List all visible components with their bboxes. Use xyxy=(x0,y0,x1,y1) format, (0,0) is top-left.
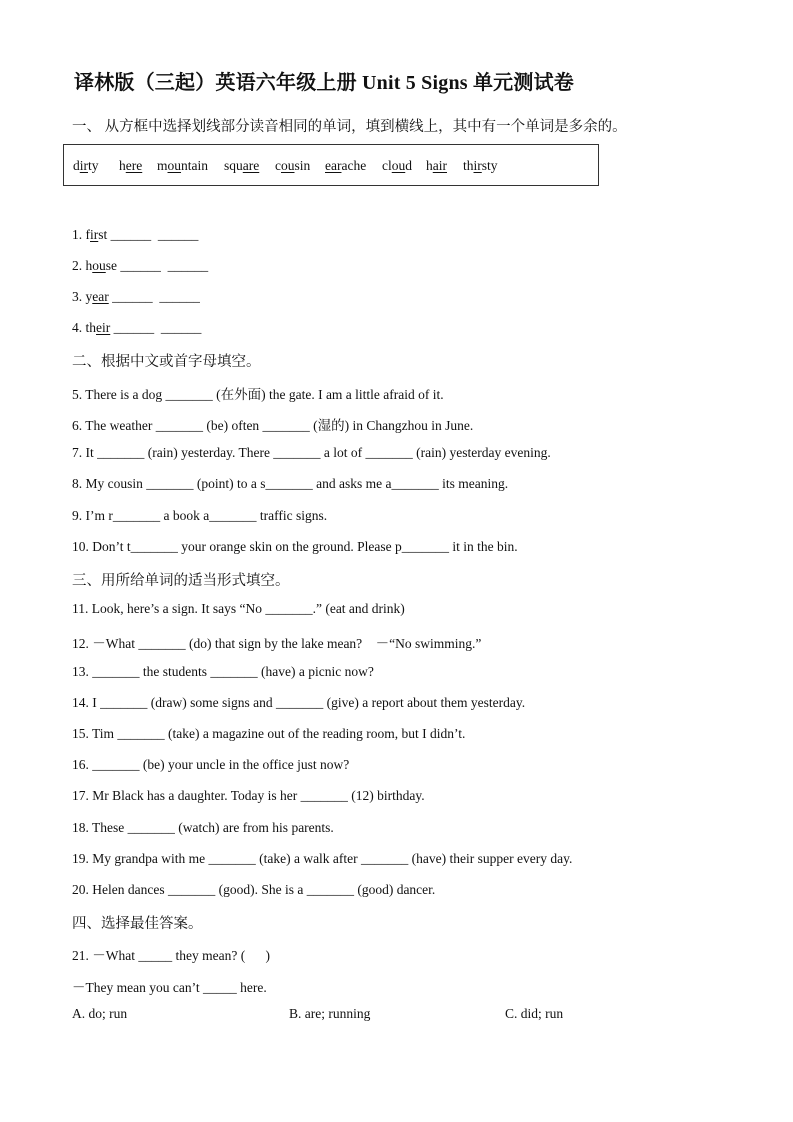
word-bank-item: hair xyxy=(426,158,447,173)
question-5: 5. There is a dog _______ (在外面) the gate. I am a little afraid of it. xyxy=(72,387,444,402)
question-10: 10. Don’t t_______ your orange skin on the ground. Please p_______ it in the bin. xyxy=(72,539,518,554)
question-3: 3. year ______ ______ xyxy=(72,289,200,304)
question-16: 16. _______ (be) your uncle in the office just now? xyxy=(72,757,350,772)
section-3-heading: 三、用所给单词的适当形式填空。 xyxy=(72,573,290,589)
word-bank-box xyxy=(63,144,599,186)
question-6: 6. The weather _______ (be) often _______ (湿的) in Changzhou in June. xyxy=(72,418,474,433)
question-21: 21. －What _____ they mean? ( ) xyxy=(72,948,270,963)
word-bank-item: mountain xyxy=(157,158,209,173)
question-9: 9. I’m r_______ a book a_______ traffic signs. xyxy=(72,508,328,523)
word-bank-item: cloud xyxy=(382,158,412,173)
question-19: 19. My grandpa with me _______ (take) a walk after _______ (have) their supper every day. xyxy=(72,851,573,866)
question-7: 7. It _______ (rain) yesterday. There _______ a lot of _______ (rain) yesterday evening. xyxy=(72,445,551,460)
question-14: 14. I _______ (draw) some signs and _______ (give) a report about them yesterday. xyxy=(72,695,526,710)
section-2-heading: 二、根据中文或首字母填空。 xyxy=(72,354,261,370)
question-2: 2. house ______ ______ xyxy=(72,258,209,273)
question-18: 18. These _______ (watch) are from his parents. xyxy=(72,820,334,835)
question-12: 12. －What _______ (do) that sign by the lake mean? －“No swimming.” xyxy=(72,636,482,651)
word-bank-item: earache xyxy=(325,158,367,173)
option-c: C. did; run xyxy=(505,1006,564,1021)
section-4-heading: 四、选择最佳答案。 xyxy=(72,916,203,932)
option-b: B. are; running xyxy=(289,1006,371,1021)
word-bank-item: here xyxy=(119,158,143,173)
question-17: 17. Mr Black has a daughter. Today is her _______ (12) birthday. xyxy=(72,788,425,803)
option-a: A. do; run xyxy=(72,1006,128,1021)
question-15: 15. Tim _______ (take) a magazine out of the reading room, but I didn’t. xyxy=(72,726,466,741)
question-8: 8. My cousin _______ (point) to a s_______ and asks me a_______ its meaning. xyxy=(72,476,509,491)
question-1: 1. first ______ ______ xyxy=(72,227,199,242)
question-20: 20. Helen dances _______ (good). She is a _______ (good) dancer. xyxy=(72,882,436,897)
question-13: 13. _______ the students _______ (have) a picnic now? xyxy=(72,664,374,679)
word-bank-item: square xyxy=(224,158,260,173)
page-title: 译林版（三起）英语六年级上册 Unit 5 Signs 单元测试卷 xyxy=(74,72,574,94)
question-21-answer-line: －They mean you can’t _____ here. xyxy=(72,980,267,995)
word-bank-item: thirsty xyxy=(463,158,498,173)
word-bank-item: dirty xyxy=(73,158,99,173)
question-11: 11. Look, here’s a sign. It says “No _______.” (eat and drink) xyxy=(72,601,405,616)
word-bank-item: cousin xyxy=(275,158,311,173)
section-1-heading: 一、 从方框中选择划线部分读音相同的单词，填到横线上，其中有一个单词是多余的。 xyxy=(72,119,627,135)
question-4: 4. their ______ ______ xyxy=(72,320,202,335)
